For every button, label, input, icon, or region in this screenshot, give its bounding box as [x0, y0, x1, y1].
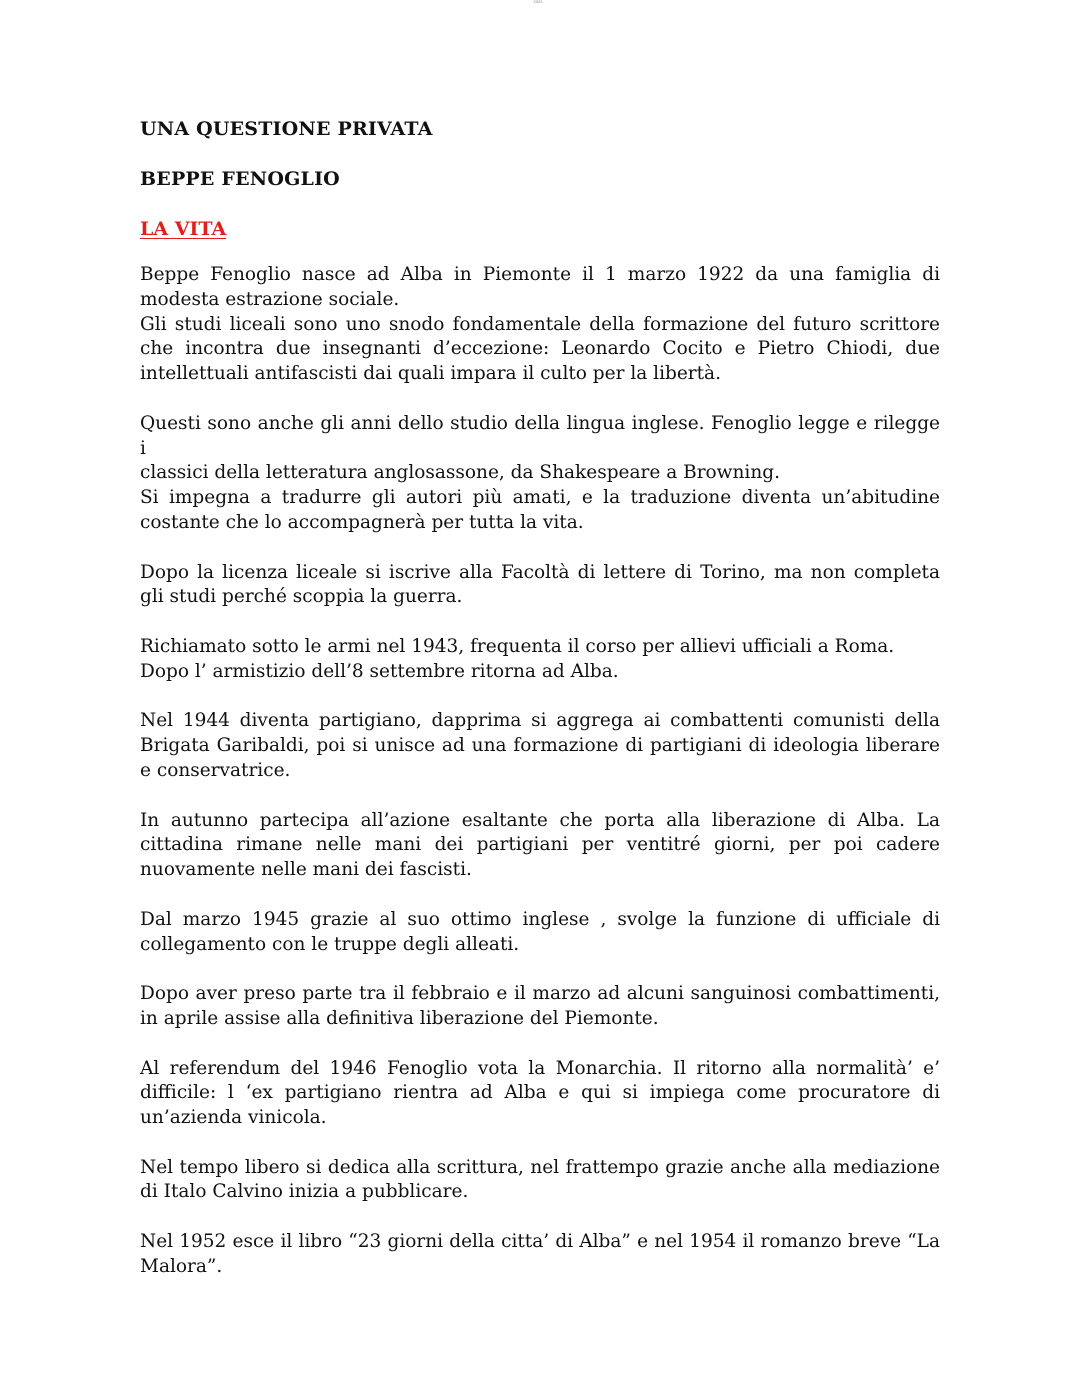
paragraph-line: Malora”. — [140, 1255, 223, 1277]
paragraph-line: Brigata Garibaldi, poi si unisce ad una formazione di partigiani di ideologia liberare — [140, 735, 940, 757]
paragraph-line: in aprile assise alla definitiva liberazione del Piemonte. — [140, 1007, 659, 1029]
paragraph-line: cittadina rimane nelle mani dei partigiani per ventitré giorni, per poi cadere — [140, 834, 940, 856]
paragraph-line: e conservatrice. — [140, 759, 291, 781]
document-page — [140, 116, 940, 1304]
paragraph-line: Dal marzo 1945 grazie al suo ottimo inglese , svolge la funzione di ufficiale di — [140, 908, 940, 930]
paragraph-line: Gli studi liceali sono uno snodo fondamentale della formazione del futuro scrittore — [140, 313, 940, 335]
paragraph-line: Si impegna a tradurre gli autori più amati, e la traduzione diventa un’abitudine — [140, 487, 940, 509]
paragraph — [140, 982, 940, 1032]
paragraph — [140, 908, 940, 958]
paragraph-line: intellettuali antifascisti dai quali impara il culto per la libertà. — [140, 363, 721, 385]
document-title: UNA QUESTIONE PRIVATA — [140, 118, 433, 140]
document-author: BEPPE FENOGLIO — [140, 168, 340, 190]
paragraph-line: costante che lo accompagnerà per tutta la vita. — [140, 511, 584, 533]
body-text — [140, 263, 940, 1280]
paragraph-line: Nel 1952 esce il libro “23 giorni della citta’ di Alba” e nel 1954 il romanzo breve “La — [140, 1231, 940, 1253]
paragraph — [140, 809, 940, 883]
paragraph-line: Nel tempo libero si dedica alla scrittura, nel frattempo grazie anche alla mediazione — [140, 1156, 940, 1178]
paragraph-line: difficile: l ‘ex partigiano rientra ad Alba e qui si impiega come procuratore di — [140, 1082, 940, 1104]
page-header-mark: 2022 — [533, 0, 543, 4]
paragraph — [140, 1057, 940, 1131]
paragraph-line: Beppe Fenoglio nasce ad Alba in Piemonte il 1 marzo 1922 da una famiglia di — [140, 264, 940, 285]
paragraph-line: classici della letteratura anglosassone, da Shakespeare a Browning. — [140, 462, 780, 484]
paragraph-line: Dopo la licenza liceale si iscrive alla Facoltà di lettere di Torino, ma non completa — [140, 561, 940, 583]
paragraph-line: Dopo l’ armistizio dell’8 settembre ritorna ad Alba. — [140, 660, 619, 682]
paragraph-line: In autunno partecipa all’azione esaltante che porta alla liberazione di Alba. La — [140, 809, 940, 831]
paragraph-line: modesta estrazione sociale. — [140, 288, 400, 310]
paragraph — [140, 709, 940, 783]
paragraph — [140, 412, 940, 536]
paragraph-line: gli studi perché scoppia la guerra. — [140, 586, 463, 608]
paragraph-line: un’azienda vinicola. — [140, 1107, 327, 1129]
paragraph-line: Richiamato sotto le armi nel 1943, frequenta il corso per allievi ufficiali a Roma. — [140, 635, 895, 657]
paragraph-line: Questi sono anche gli anni dello studio della lingua inglese. Fenoglio legge e rilegge i — [140, 412, 940, 459]
paragraph — [140, 1156, 940, 1206]
paragraph — [140, 635, 940, 685]
paragraph — [140, 561, 940, 611]
paragraph-line: di Italo Calvino inizia a pubblicare. — [140, 1181, 469, 1203]
paragraph — [140, 263, 940, 387]
paragraph-line: Nel 1944 diventa partigiano, dapprima si aggrega ai combattenti comunisti della — [140, 710, 940, 732]
paragraph-line: nuovamente nelle mani dei fascisti. — [140, 859, 472, 881]
paragraph-line: Dopo aver preso parte tra il febbraio e il marzo ad alcuni sanguinosi combattimenti, — [140, 983, 940, 1005]
section-heading-la-vita: LA VITA — [140, 218, 227, 240]
paragraph-line: che incontra due insegnanti d’eccezione: Leonardo Cocito e Pietro Chiodi, due — [140, 338, 940, 360]
paragraph-line: Al referendum del 1946 Fenoglio vota la Monarchia. Il ritorno alla normalità’ e’ — [140, 1057, 940, 1079]
paragraph — [140, 1230, 940, 1280]
paragraph-line: collegamento con le truppe degli alleati. — [140, 933, 520, 955]
